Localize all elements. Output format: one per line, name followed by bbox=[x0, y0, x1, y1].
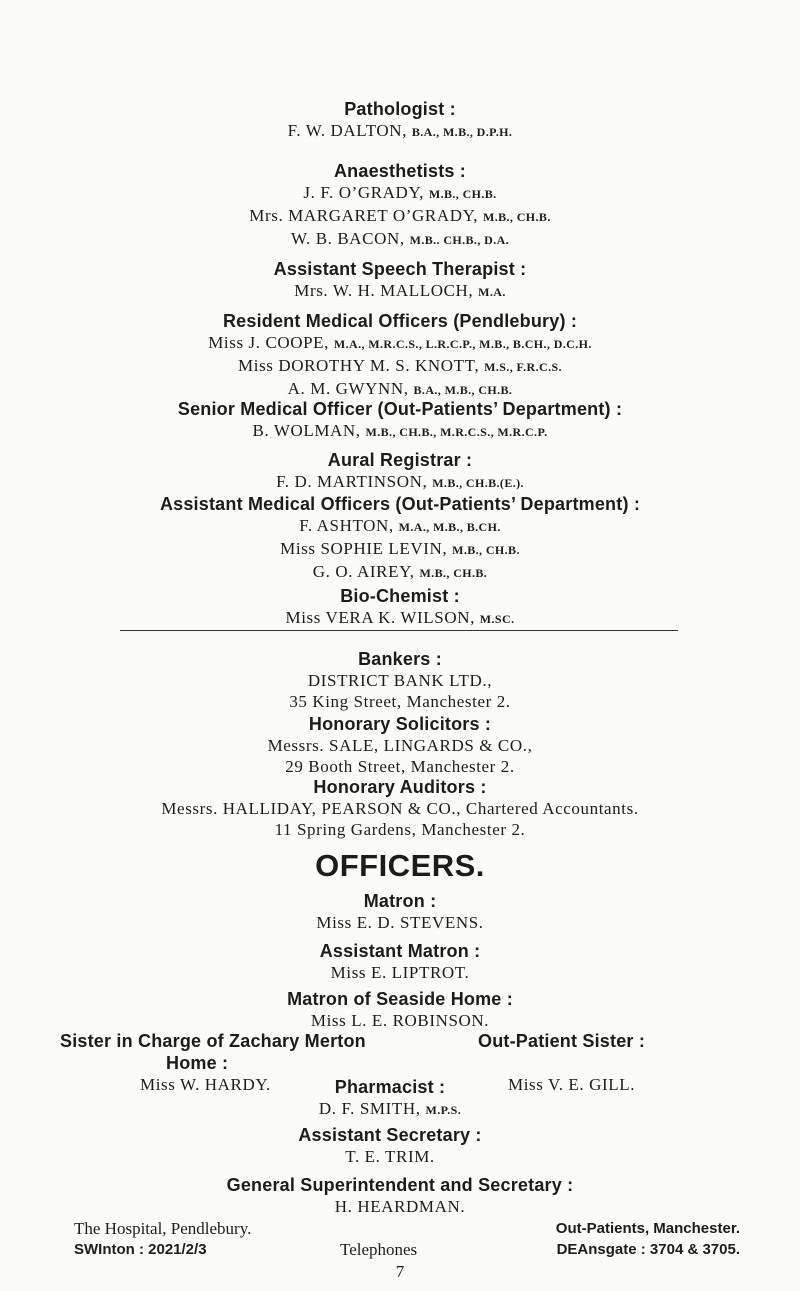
sister-zachary-heading-cont: Home : bbox=[166, 1053, 229, 1073]
list-item: W. B. BACON, M.B.. CH.B., D.A. bbox=[290, 229, 510, 248]
solicitors-line: 29 Booth Street, Manchester 2. bbox=[285, 757, 515, 776]
list-item: Miss DOROTHY M. S. KNOTT, M.S., F.R.C.S. bbox=[238, 356, 562, 375]
solicitors-heading: Honorary Solicitors : bbox=[308, 714, 492, 734]
page-number: 7 bbox=[395, 1262, 405, 1281]
bankers-line: 35 King Street, Manchester 2. bbox=[289, 692, 511, 711]
officers-title: OFFICERS. bbox=[315, 848, 485, 883]
superintendent-heading: General Superintendent and Secretary : bbox=[226, 1175, 574, 1195]
sister-zachary-name: Miss W. HARDY. bbox=[140, 1075, 271, 1094]
sister-zachary-heading: Sister in Charge of Zachary Merton bbox=[60, 1031, 366, 1051]
bio-chemist-entry: Miss VERA K. WILSON, M.SC. bbox=[285, 608, 515, 627]
seaside-matron-name: Miss L. E. ROBINSON. bbox=[310, 1011, 490, 1030]
senior-officer-entry: B. WOLMAN, M.B., CH.B., M.R.C.S., M.R.C.P. bbox=[252, 421, 548, 440]
aural-registrar-entry: F. D. MARTINSON, M.B., CH.B.(E.). bbox=[276, 472, 524, 491]
assistant-officers-heading: Assistant Medical Officers (Out-Patients’ Department) : bbox=[159, 494, 641, 514]
anaesthetists-section bbox=[0, 160, 800, 251]
pharmacist-entry: D. F. SMITH, M.P.S. bbox=[318, 1099, 462, 1118]
aural-registrar-section bbox=[0, 449, 800, 494]
solicitors-section bbox=[0, 713, 800, 777]
hospital-address: The Hospital, Pendlebury. bbox=[74, 1219, 252, 1238]
contact-block bbox=[0, 1218, 800, 1262]
assistant-matron-name: Miss E. LIPTROT. bbox=[330, 963, 470, 982]
assistant-matron-section bbox=[0, 940, 800, 983]
list-item: A. M. GWYNN, B.A., M.B., CH.B. bbox=[287, 379, 513, 398]
auditors-heading: Honorary Auditors : bbox=[313, 777, 487, 797]
assistant-secretary-name: T. E. TRIM. bbox=[345, 1147, 435, 1166]
assistant-matron-heading: Assistant Matron : bbox=[319, 941, 481, 961]
section-divider bbox=[120, 630, 678, 631]
pharmacist-section bbox=[0, 1076, 790, 1121]
outpatients-address: Out-Patients, Manchester. bbox=[555, 1220, 740, 1237]
pharmacist-heading: Pharmacist : bbox=[334, 1077, 446, 1097]
list-item: J. F. O’GRADY, M.B., CH.B. bbox=[303, 183, 497, 202]
auditors-line: Messrs. HALLIDAY, PEARSON & CO., Chartered Accountants. bbox=[161, 799, 639, 818]
bio-chemist-heading: Bio-Chemist : bbox=[340, 586, 460, 606]
matron-name: Miss E. D. STEVENS. bbox=[316, 913, 484, 932]
assistant-secretary-heading: Assistant Secretary : bbox=[298, 1125, 482, 1145]
speech-therapist-heading: Assistant Speech Therapist : bbox=[273, 259, 527, 279]
auditors-section bbox=[0, 776, 800, 840]
outpatient-sister-name: Miss V. E. GILL. bbox=[508, 1075, 636, 1094]
telephones-label: Telephones bbox=[340, 1240, 418, 1259]
solicitors-line: Messrs. SALE, LINGARDS & CO., bbox=[267, 736, 533, 755]
superintendent-name: H. HEARDMAN. bbox=[334, 1197, 466, 1216]
list-item: Miss J. COOPE, M.A., M.R.C.S., L.R.C.P., M.B., B.CH., D.C.H. bbox=[208, 333, 592, 352]
senior-officer-section bbox=[0, 398, 800, 443]
anaesthetists-heading: Anaesthetists : bbox=[333, 161, 467, 181]
pathologist-heading: Pathologist : bbox=[344, 99, 456, 119]
matron-heading: Matron : bbox=[363, 891, 437, 911]
pathologist-section bbox=[0, 98, 800, 143]
pathologist-entry: F. W. DALTON, B.A., M.B., D.P.H. bbox=[287, 121, 513, 140]
resident-officers-heading: Resident Medical Officers (Pendlebury) : bbox=[222, 311, 578, 331]
speech-therapist-section bbox=[0, 258, 800, 303]
hospital-phone: SWInton : 2021/2/3 bbox=[74, 1241, 207, 1258]
seaside-matron-section bbox=[0, 988, 800, 1031]
superintendent-section bbox=[0, 1174, 800, 1217]
bio-chemist-section bbox=[0, 585, 800, 630]
auditors-line: 11 Spring Gardens, Manchester 2. bbox=[274, 820, 526, 839]
list-item: Mrs. MARGARET O’GRADY, M.B., CH.B. bbox=[249, 206, 551, 225]
bankers-section bbox=[0, 648, 800, 712]
aural-registrar-heading: Aural Registrar : bbox=[327, 450, 473, 470]
outpatients-phone: DEAnsgate : 3704 & 3705. bbox=[556, 1241, 740, 1258]
seaside-matron-heading: Matron of Seaside Home : bbox=[287, 989, 513, 1009]
list-item: Miss SOPHIE LEVIN, M.B., CH.B. bbox=[280, 539, 520, 558]
senior-officer-heading: Senior Medical Officer (Out-Patients’ Department) : bbox=[177, 399, 623, 419]
speech-therapist-entry: Mrs. W. H. MALLOCH, M.A. bbox=[294, 281, 506, 300]
list-item: F. ASHTON, M.A., M.B., B.CH. bbox=[299, 516, 501, 535]
list-item: G. O. AIREY, M.B., CH.B. bbox=[312, 562, 488, 581]
matron-section bbox=[0, 890, 800, 933]
bankers-heading: Bankers : bbox=[358, 649, 442, 669]
outpatient-sister-heading: Out-Patient Sister : bbox=[478, 1031, 646, 1051]
bankers-line: DISTRICT BANK LTD., bbox=[307, 671, 493, 690]
assistant-secretary-section bbox=[0, 1124, 790, 1167]
assistant-officers-section bbox=[0, 493, 800, 584]
resident-officers-section bbox=[0, 310, 800, 401]
